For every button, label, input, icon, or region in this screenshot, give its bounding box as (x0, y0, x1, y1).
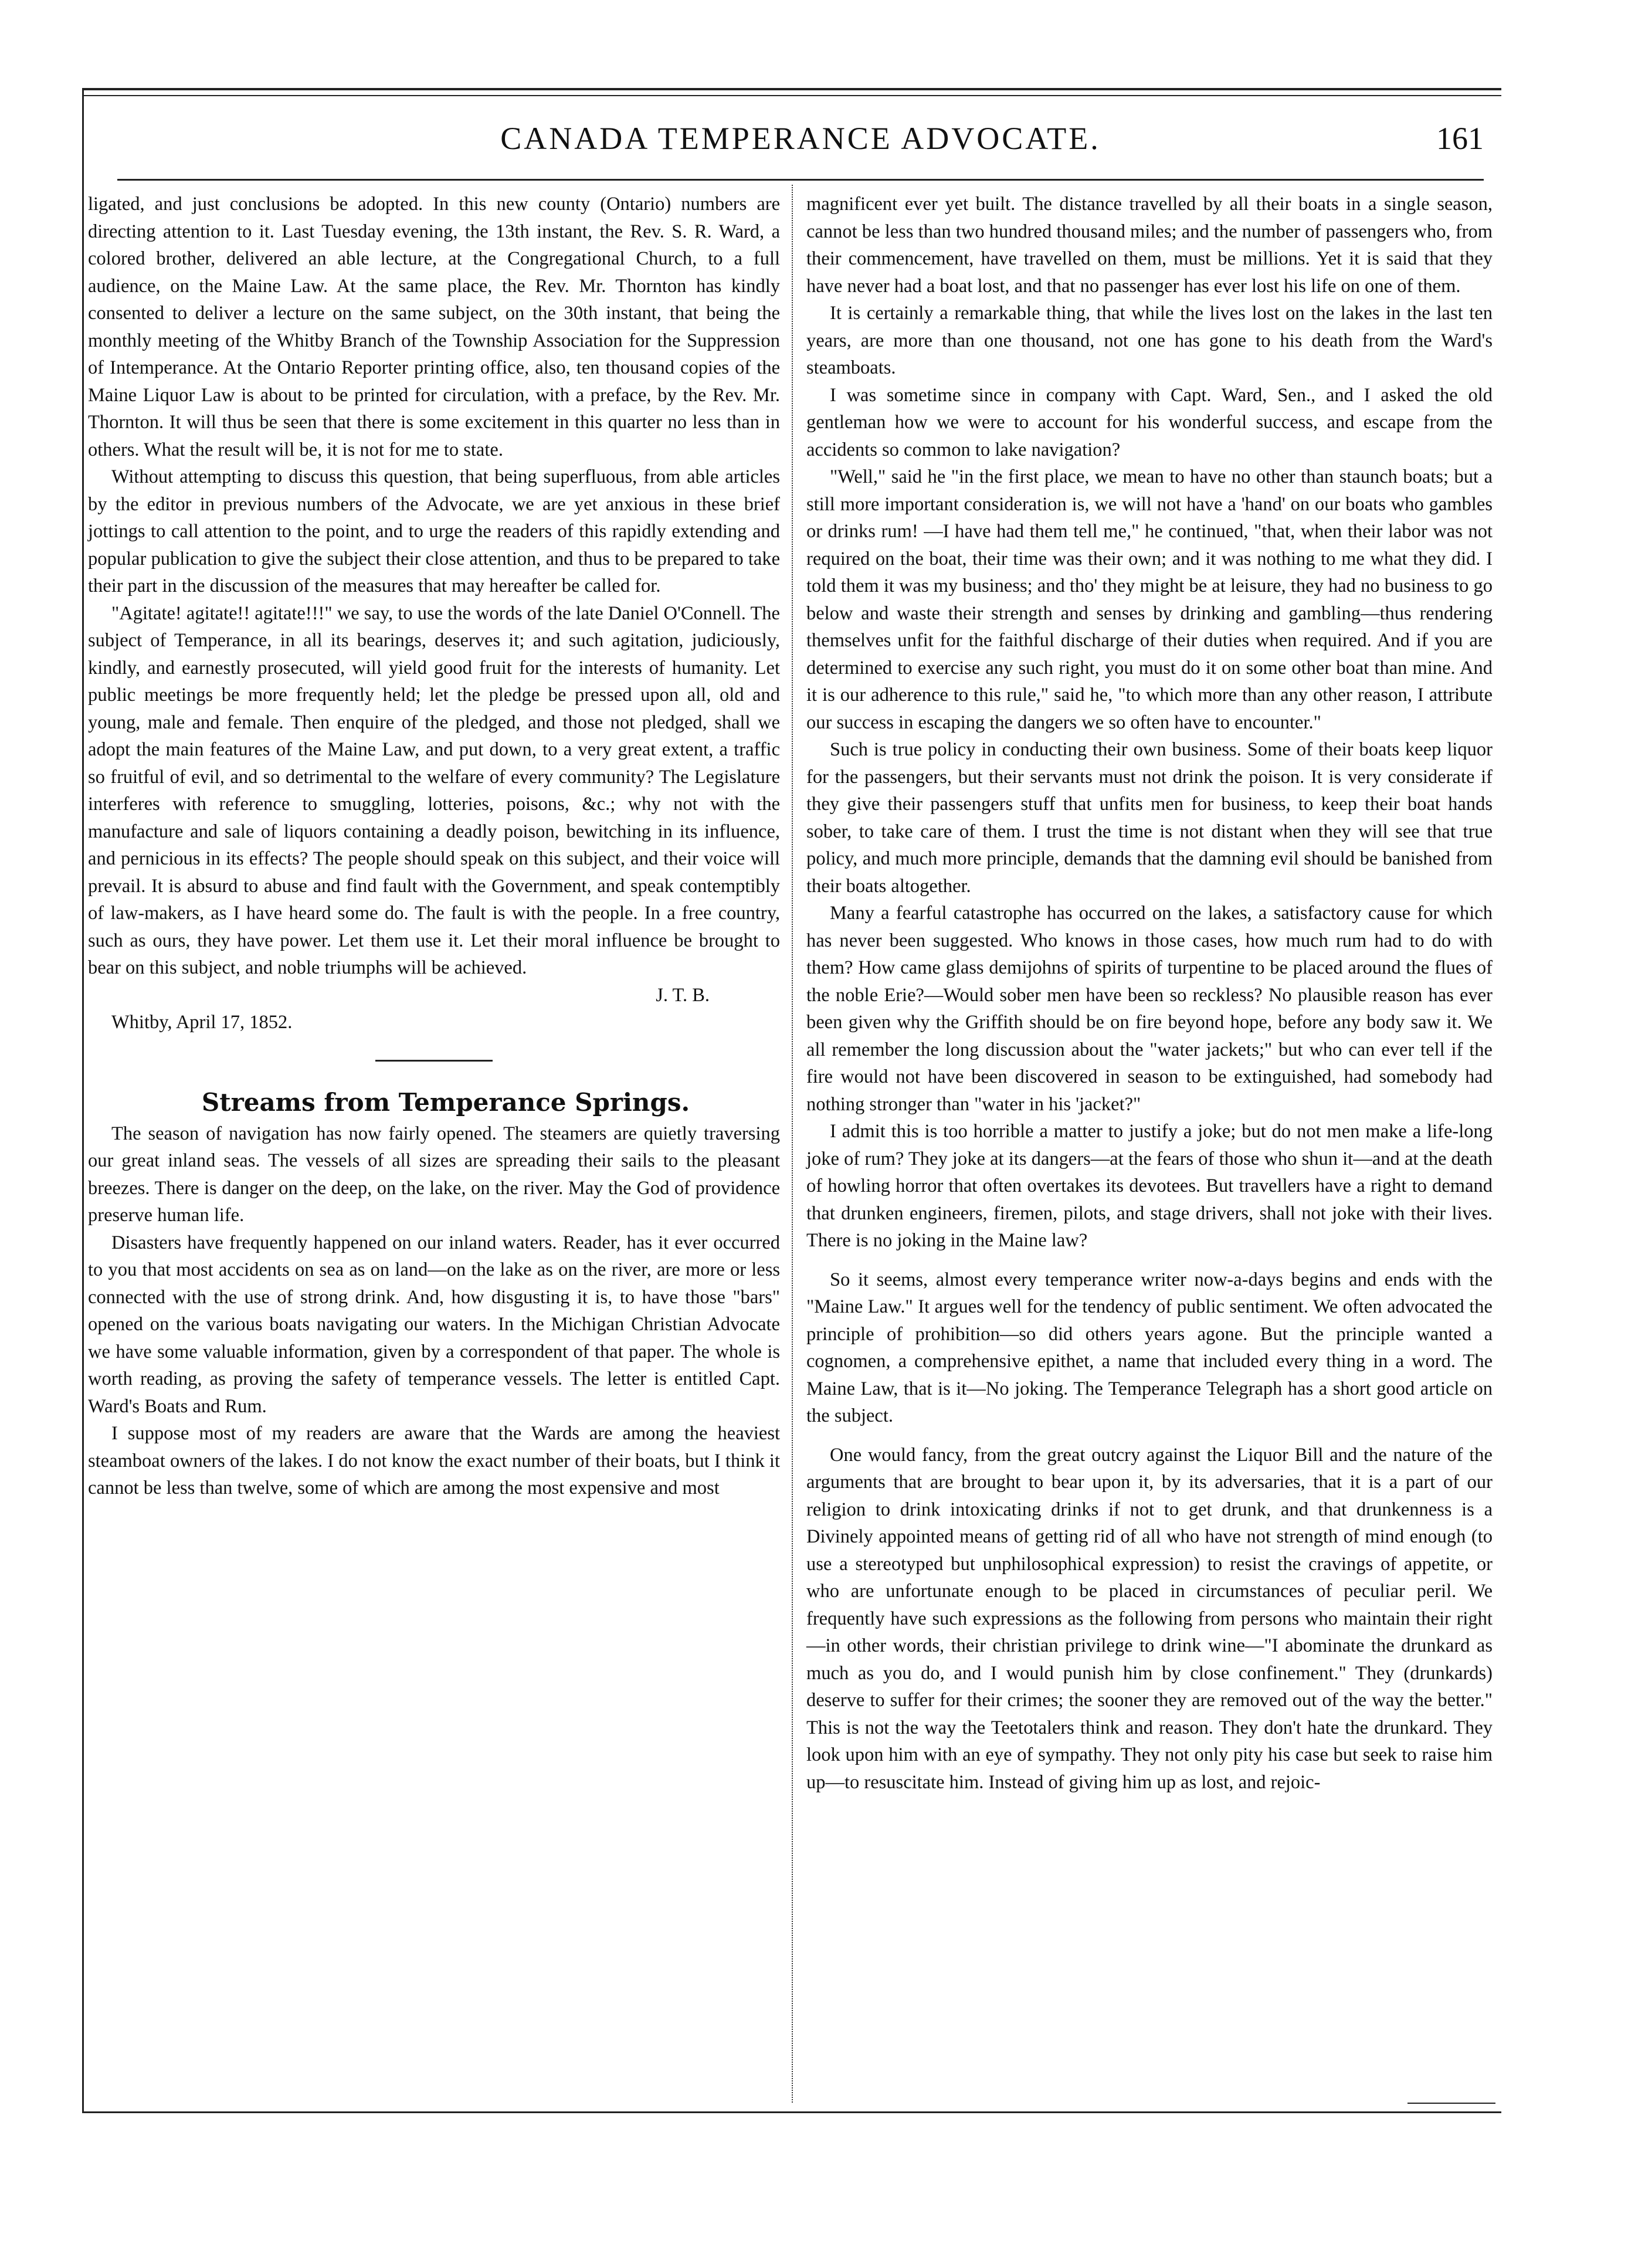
article-paragraph: Disasters have frequently happened on our inland waters. Reader, has it ever occurred to you that most accidents on sea as on land—on the lake as on the river, are more or less connected with the use of strong drink. And, how disgusting it is, to have those "bars" opened on the various boats navigating our waters. In the Michigan Christian Advocate we have some valuable information, given by a correspondent of that paper. The whole is worth reading, as proving the safety of temperance vessels. The letter is entitled Capt. Ward's Boats and Rum. (88, 1232, 780, 1417)
article-paragraph: magnificent ever yet built. The distance travelled by all their boats in a single season, cannot be less than two hundred thousand miles; and the number of passengers who, from their commencement, have travelled on them, must be millions. Yet it is said that they have never had a boat lost, and that no passenger has ever lost his life on one of them. (806, 194, 1493, 297)
article-paragraph: I suppose most of my readers are aware that the Wards are among the heaviest steamboat owners of the lakes. I do not know the exact number of their boats, but I think it cannot be less than twelve, some of which are among the most expensive and most (88, 1423, 780, 1499)
article-paragraph: Such is true policy in conducting their own business. Some of their boats keep liquor for the passengers, but their servants must not drink the poison. It is very considerate if they give their passengers stuff that unfits men for business, to keep their boat hands sober, to take care of them. I trust the time is not distant when they will see that true policy, and much more principle, demands that the damning evil should be banished from their boats altogether. (806, 739, 1493, 897)
article-paragraph: I was sometime since in company with Capt. Ward, Sen., and I asked the old gentleman how we were to account for his wonderful success, and escape from the accidents so common to lake navigation? (806, 384, 1493, 460)
section-separator (375, 1060, 493, 1062)
article-paragraph: "Agitate! agitate!! agitate!!!" we say, to use the words of the late Daniel O'Connell. The subject of Temperance, in all its bearings, deserves it; and such agitation, judiciously, kindly, and earnestly prosecuted, will yield good fruit for the interests of humanity. Let public meetings be more frequently held; let the pledge be pressed upon all, old and young, male and female. Then enquire of the pledged, and those not pledged, shall we adopt the main features of the Maine Law, and put down, to a very great extent, a traffic so fruitful of evil, and so detrimental to the welfare of every community? The Legislature interferes with reference to smuggling, lotteries, poisons, &c.; why not with the manufacture and sale of liquors containing a deadly poison, bewitching in its influence, and pernicious in its effects? The people should speak on this subject, and their voice will prevail. It is absurd to abuse and find fault with the Government, and speak contemptibly of law-makers, as I have heard some do. The fault is with the people. In a free country, such as ours, they have power. Let them use it. Let their moral influence be brought to bear on this subject, and noble triumphs will be achieved. (88, 602, 780, 978)
right-column (806, 191, 1493, 1796)
frame-left-rule (82, 88, 84, 2111)
article-paragraph: So it seems, almost every temperance writer now-a-days begins and ends with the "Maine Law." It argues well for the tendency of public sentiment. We often advocated the principle of prohibition—so did others years agone. But the principle wanted a cognomen, a comprehensive epithet, a name that included every thing in a word. The Maine Law, that is it—No joking. The Temperance Telegraph has a short good article on the subject. (806, 1269, 1493, 1426)
article-paragraph: Without attempting to discuss this question, that being superfluous, from able articles by the editor in previous numbers of the Advocate, we are yet anxious in these brief jottings to call attention to the point, and to urge the readers of this rapidly extending and popular publication to give the subject their close attention, and thus to be prepared to take their part in the discussion of the measures that may hereafter be called for. (88, 466, 780, 596)
frame-top-rule (82, 88, 1501, 90)
publication-title: CANADA TEMPERANCE ADVOCATE. (500, 121, 1101, 156)
column-divider (792, 185, 793, 2103)
article-paragraph: One would fancy, from the great outcry against the Liquor Bill and the nature of the arguments that are brought to bear upon it, by its adversaries, that it is a part of our religion to drink intoxicating drinks if not to get drunk, and that drunkenness is a Divinely appointed means of getting rid of all who have not strength of mind enough (to use a stereotyped but unphilosophical expression) to resist the cravings of appetite, or who are unfortunate enough to be placed in circumstances of peculiar peril. We frequently have such expressions as the following from persons who maintain their right—in other words, their christian privilege to drink wine—"I abominate the drunkard as much as you do, and I would punish him by close confinement." They (drunkards) deserve to suffer for their crimes; the sooner they are removed out of the way the better." This is not the way the Teetotalers think and reason. They don't hate the drunkard. They look upon him with an eye of sympathy. They not only pity his case but seek to raise him up—to resuscitate him. Instead of giving him up as lost, and rejoic- (806, 1444, 1493, 1793)
running-head (117, 120, 1484, 167)
dateline: Whitby, April 17, 1852. (111, 1012, 293, 1033)
header-rule (117, 179, 1484, 181)
page-number: 161 (1436, 121, 1484, 156)
bottom-dash-rule (1407, 2103, 1495, 2104)
article-paragraph: I admit this is too horrible a matter to justify a joke; but do not men make a life-long joke of rum? They joke at its dangers—at the fears of those who shun it—and at the death of howling horror that often overtakes its devotees. But travellers have a right to demand that drunken engineers, firemen, pilots, and stage drivers, shall not joke with their lives. There is no joking in the Maine law? (806, 1121, 1493, 1251)
article-paragraph: It is certainly a remarkable thing, that while the lives lost on the lakes in the last ten years, are more than one thousand, not one has gone to his death from the Ward's steamboats. (806, 303, 1493, 378)
frame-top-inner-rule (82, 95, 1501, 96)
article-paragraph: Many a fearful catastrophe has occurred on the lakes, a satisfactory cause for which has never been suggested. Who knows in those cases, how much rum had to do with them? How came glass demijohns of spirits of turpentine to be placed around the flues of the noble Erie?—Would sober men have been so reckless? No plausible reason has ever been given why the Griffith should be on fire beyond hope, before any body saw it. We all remember the long discussion about the "water jackets;" but who can ever tell if the fire would not have been discovered in season to be extinguished, had somebody had nothing stronger than "water in his 'jacket?" (806, 903, 1493, 1115)
article-paragraph: "Well," said he "in the first place, we mean to have no other than staunch boats; but a still more important consideration is, we will not have a 'hand' on our boats who gambles or drinks rum! —I have had them tell me," he continued, "that, when their labor was not required on the boat, their time was their own; and it was nothing to me what they did. I told them it was my business; and tho' they might be at leisure, they had no business to go below and waste their strength and senses by drinking and gambling—thus rendering themselves unfit for the faithful discharge of their duties when required. And if you are determined to exercise any such right, you must do it on some other boat than mine. And it is our adherence to this rule," said he, "to which more than any other reason, I attribute our success in escaping the dangers we so often have to encounter." (806, 466, 1493, 733)
left-column (88, 191, 780, 1502)
frame-bottom-rule (82, 2111, 1501, 2113)
section-title: Streams from Temperance Springs. (201, 1087, 690, 1117)
article-paragraph: The season of navigation has now fairly opened. The steamers are quietly traversing our great inland seas. The vessels of all sizes are spreading their sails to the pleasant breezes. There is danger on the deep, on the lake, on the river. May the God of providence preserve human life. (88, 1123, 780, 1226)
article-paragraph: ligated, and just conclusions be adopted. In this new county (Ontario) numbers are directing attention to it. Last Tuesday evening, the 13th instant, the Rev. S. R. Ward, a colored brother, delivered an able lecture, at the Congregational Church, to a full audience, on the Maine Law. At the same place, the Rev. Mr. Thornton has kindly consented to deliver a lecture on the same subject, on the 30th instant, that being the monthly meeting of the Whitby Branch of the Township Association for the Suppression of Intemperance. At the Ontario Reporter printing office, also, ten thousand copies of the Maine Liquor Law is about to be printed for circulation, with a preface, by the Rev. Mr. Thornton. It will thus be seen that there is some excitement in this quarter no less than in others. What the result will be, it is not for me to state. (88, 194, 780, 460)
author-signature: J. T. B. (656, 984, 710, 1006)
